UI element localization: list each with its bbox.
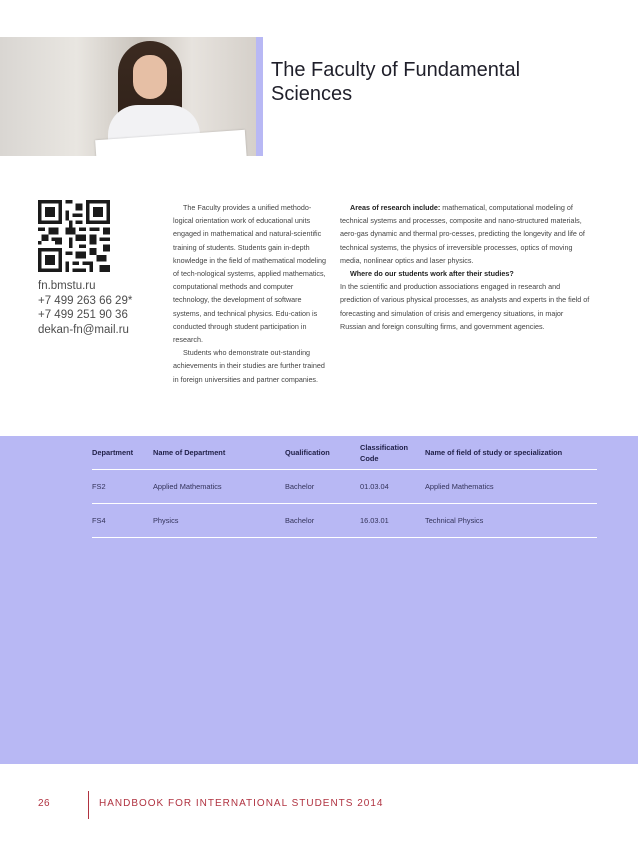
footer-title: HANDBOOK FOR INTERNATIONAL STUDENTS 2014 <box>99 798 384 809</box>
faculty-photo <box>0 37 256 156</box>
footer-divider <box>88 791 89 819</box>
description-paragraph-2: Students who demonstrate out-standing achievements in their studies are further trained in foreign universities and partner companies. <box>173 348 325 384</box>
faculty-description-column <box>173 201 331 386</box>
header-department: Department <box>92 448 134 457</box>
cell-qualification: Bachelor <box>285 516 315 525</box>
research-text: mathematical, computational modeling of technical systems and processes, composite and nano-structured materials, aero-gas dynamic and thermal pro-cesses, predicting the longevity and life of technical systems, the physics of irreversible processes, optics of moving media, nonlinear optics and laser physics. <box>340 203 585 265</box>
cell-qualification: Bachelor <box>285 482 315 491</box>
header-name-of-department: Name of Department <box>153 448 226 457</box>
photo-accent-bar <box>256 37 263 156</box>
header-qualification: Qualification <box>285 448 330 457</box>
cell-name-of-department: Applied Mathematics <box>153 482 222 491</box>
cell-department: FS2 <box>92 482 106 491</box>
phone-2: +7 499 251 90 36 <box>38 309 128 322</box>
phone-1: +7 499 263 66 29* <box>38 294 133 307</box>
page-title <box>271 58 591 106</box>
header-classification-code: Classification Code <box>360 442 409 463</box>
cell-classification-code: 01.03.04 <box>360 482 389 491</box>
research-column <box>340 201 590 333</box>
contact-block <box>38 279 168 337</box>
cell-field-of-study: Applied Mathematics <box>425 482 494 491</box>
website-link[interactable]: fn.bmstu.ru <box>38 280 96 292</box>
table-header-row <box>92 436 597 470</box>
title-line-1: The Faculty of Fundamental <box>271 59 521 81</box>
table-row <box>92 470 597 504</box>
work-question-text: Where do our students work after their studies? <box>350 269 514 279</box>
table-row <box>92 504 597 538</box>
page-number: 26 <box>38 798 51 809</box>
cell-department: FS4 <box>92 516 106 525</box>
title-line-2: Sciences <box>271 83 353 105</box>
work-question <box>340 267 590 280</box>
cell-field-of-study: Technical Physics <box>425 516 484 525</box>
email-link[interactable]: dekan-fn@mail.ru <box>38 323 129 336</box>
header-field-of-study: Name of field of study or specialization <box>425 448 563 457</box>
work-text: In the scientific and production associations engaged in research and prediction of various physical processes, as analysts and experts in the field of forecasting and simulation of crisis and emergency situations, in major Russian and foreign consulting firms, and government agencies. <box>340 282 590 331</box>
description-paragraph-1: The Faculty provides a unified methodo-logical orientation work of educational units engaged in mathematical and natural-scientific training of students. Students gain in-depth knowledge in the field of mathematical modeling of tech-nological systems, applied mathematics, computational methods and computer technology, the development of software systems, and technical physics. Edu-cation is conducted through student participation in research. <box>173 203 327 345</box>
research-label: Areas of research include: <box>350 203 441 212</box>
cell-name-of-department: Physics <box>153 516 179 525</box>
cell-classification-code: 16.03.01 <box>360 516 389 525</box>
qr-code-icon <box>38 200 110 272</box>
research-paragraph <box>340 201 590 267</box>
departments-table <box>92 436 597 538</box>
